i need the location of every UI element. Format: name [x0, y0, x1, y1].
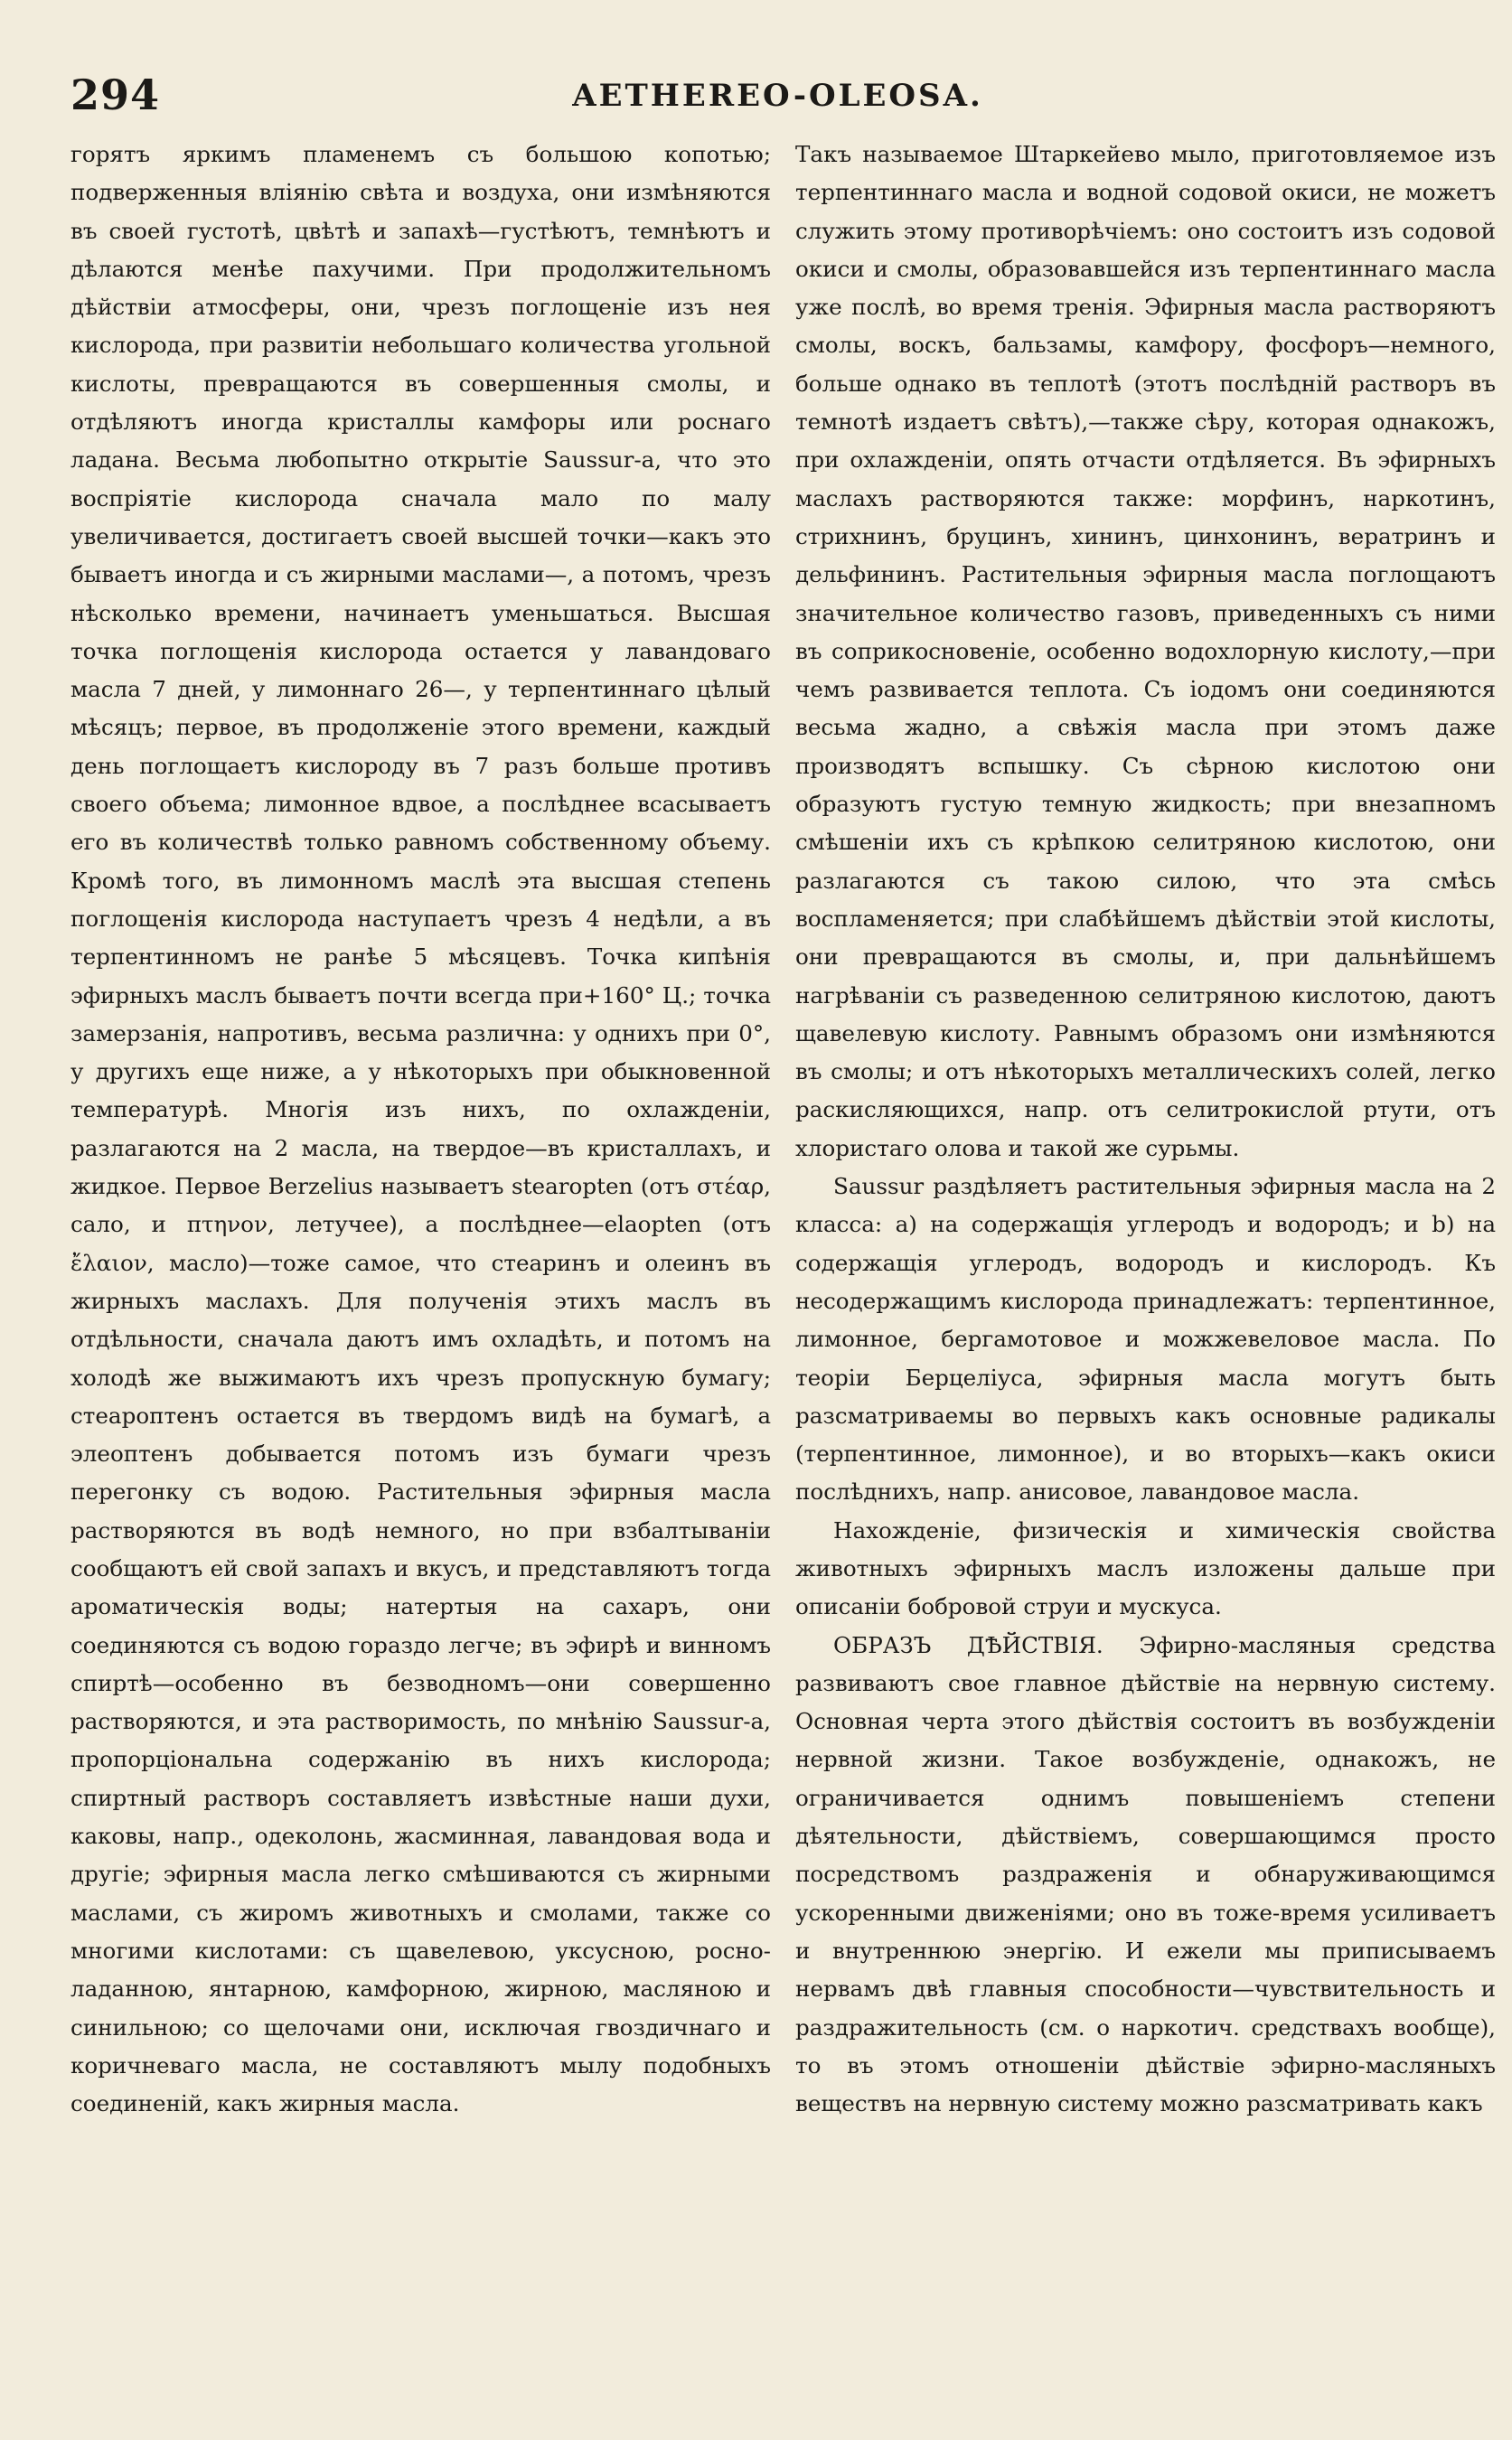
- paragraph: ОБРАЗЪ ДѢЙСТВIЯ. Эфирно-масляныя средства развиваютъ свое главное дѣйствiе на нервную систему. Основная черта этого дѣйствiя состоитъ въ возбужденiи нервной жизни. Такое возбужденiе, однакожъ, не ограничивается однимъ повышенiемъ степени дѣятельности, дѣйствiемъ, совершающимся просто посредствомъ раздраженiя и обнаруживающимся ускоренными движенiями; оно въ тоже-время усиливаетъ и внутреннюю энергiю. И ежели мы приписываемъ нервамъ двѣ главныя способности—чувствительность и раздражительность (см. о наркотич. средствахъ вообще), то въ этомъ отношенiи дѣйствiе эфирно-масляныхъ веществъ на нервную систему можно разсматривать какъ: [795, 1631, 1496, 2117]
- paragraph: Saussur раздѣляетъ растительныя эфирныя масла на 2 класса: a) на содержащiя углеродъ и водородъ; и b) на содержащiя углеродъ, водородъ и кислородъ. Къ несодержащимъ кислорода принадлежатъ: терпентинное, лимонное, бергамотовое и можжевеловое масла. По теорiи Берцелiуса, эфирныя масла могутъ быть разсматриваемы во первыхъ какъ основные радикалы (терпентинное, лимонное), и во вторыхъ—какъ окиси послѣднихъ, напр. анисовое, лавандовое масла.: [795, 1173, 1496, 1506]
- right-column: [795, 136, 1496, 2123]
- paragraph: Такъ называемое Штаркейево мыло, приготовляемое изъ терпентиннаго масла и водной содовой окиси, не можетъ служить этому противорѣчiемъ: оно состоитъ изъ содовой окиси и смолы, образовавшейся изъ терпентиннаго масла уже послѣ, во время тренiя. Эфирныя масла растворяютъ смолы, воскъ, бальзамы, камфору, фосфоръ—немного, больше однако въ теплотѣ (этотъ послѣднiй растворъ въ темнотѣ издаетъ свѣтъ),—также сѣру, которая однакожъ, при охлажденiи, опять отчасти отдѣляется. Въ эфирныхъ маслахъ растворяются также: морфинъ, наркотинъ, стрихнинъ, бруцинъ, хининъ, цинхонинъ, вератринъ и дельфининъ. Растительныя эфирныя масла поглощаютъ значительное количество газовъ, приведенныхъ съ ними въ соприкосновенiе, особенно водохлорную кислоту,—при чемъ развивается теплота. Съ iодомъ они соединяются весьма жадно, а свѣжiя масла при этомъ даже производятъ вспышку. Съ сѣрною кислотою они образуютъ густую темную жидкость; при внезапномъ смѣшенiи ихъ съ крѣпкою селитряною кислотою, они разлагаются съ такою силою, что эта смѣсь воспламеняется; при слабѣйшемъ дѣйствiи этой кислоты, они превращаются въ смолы, и, при дальнѣйшемъ нагрѣванiи съ разведенною селитряною кислотою, даютъ щавелевую кислоту. Равнымъ образомъ они измѣняются въ смолы; и отъ нѣкоторыхъ металлическихъ солей, легко раскисляющихся, напр. отъ селитрокислой ртути, отъ хлористаго олова и такой же сурьмы.: [795, 141, 1496, 1161]
- paragraph: Нахожденiе, физическiя и химическiя свойства животныхъ эфирныхъ маслъ изложены дальше при описанiи бобровой струи и мускуса.: [795, 1516, 1496, 1620]
- page-number: 294: [70, 70, 161, 119]
- page-header: [70, 70, 1485, 125]
- left-column: [70, 136, 771, 2123]
- paragraph: горятъ яркимъ пламенемъ съ большою копотью; подверженныя влiянiю свѣта и воздуха, они измѣняются въ своей густотѣ, цвѣтѣ и запахѣ—густѣютъ, темнѣютъ и дѣлаются менѣе пахучими. При продолжительномъ дѣйствiи атмосферы, они, чрезъ поглощенiе изъ нея кислорода, при развитiи небольшаго количества угольной кислоты, превращаются въ совершенныя смолы, и отдѣляютъ иногда кристаллы камфоры или роснаго ладана. Весьма любопытно открытiе Saussur-а, что это воспрiятiе кислорода сначала мало по малу увеличивается, достигаетъ своей высшей точки—какъ это бываетъ иногда и съ жирными маслами—, а потомъ, чрезъ нѣсколько времени, начинаетъ уменьшаться. Высшая точка поглощенiя кислорода остается у лавандоваго масла 7 дней, у лимоннаго 26—, у терпентиннаго цѣлый мѣсяцъ; первое, въ продолженiе этого времени, каждый день поглощаетъ кислороду въ 7 разъ больше противъ своего объема; лимонное вдвое, а послѣднее всасываетъ его въ количествѣ только равномъ собственному объему. Кромѣ того, въ лимонномъ маслѣ эта высшая степень поглощенiя кислорода наступаетъ чрезъ 4 недѣли, а въ терпентинномъ не ранѣе 5 мѣсяцевъ. Точка кипѣнiя эфирныхъ маслъ бываетъ почти всегда при+160° Ц.; точка замерзанiя, напротивъ, весьма различна: у однихъ при 0°, у другихъ еще ниже, а у нѣкоторыхъ при обыкновенной температурѣ. Многiя изъ нихъ, по охлажденiи, разлагаются на 2 масла, на твердое—въ кристаллахъ, и жидкое. Первое Berzelius называетъ stearopten (отъ στέαρ, сало, и πτηνον, летучее), а послѣднее—elaopten (отъ ἔλαιον, масло)—тоже самое, что стеаринъ и олеинъ въ жирныхъ маслахъ. Для полученiя этихъ маслъ въ отдѣльности, сначала даютъ имъ охладѣть, и потомъ на холодѣ же выжимаютъ ихъ чрезъ пропускную бумагу; стеароптенъ остается въ твердомъ видѣ на бумагѣ, а элеоптенъ добывается потомъ изъ бумаги чрезъ перегонку съ водою. Растительныя эфирныя масла растворяются въ водѣ немного, но при взбалтыванiи сообщаютъ ей свой запахъ и вкусъ, и представляютъ тогда ароматическiя воды; натертыя на сахаръ, они соединяются съ водою гораздо легче; въ эфирѣ и винномъ спиртѣ—особенно въ безводномъ—они совершенно растворяются, и эта растворимость, по мнѣнiю Saussur-а, пропорцiональна содержанiю въ нихъ кислорода; спиртный растворъ составляетъ извѣстные наши духи, каковы, напр., одеколонь, жасминная, лавандовая вода и другiе; эфирныя масла легко смѣшиваются съ жирными маслами, съ жиромъ животныхъ и смолами, также со многими кислотами: съ щавелевою, уксусною, росно-ладанною, янтарною, камфорною, жирною, масляною и синильною; со щелочами они, исключая гвоздичнаго и коричневаго масла, не составляютъ мылу подобныхъ соединенiй, какъ жирныя масла.: [70, 141, 771, 2117]
- running-title: AETHEREO-OLEOSA.: [572, 78, 983, 114]
